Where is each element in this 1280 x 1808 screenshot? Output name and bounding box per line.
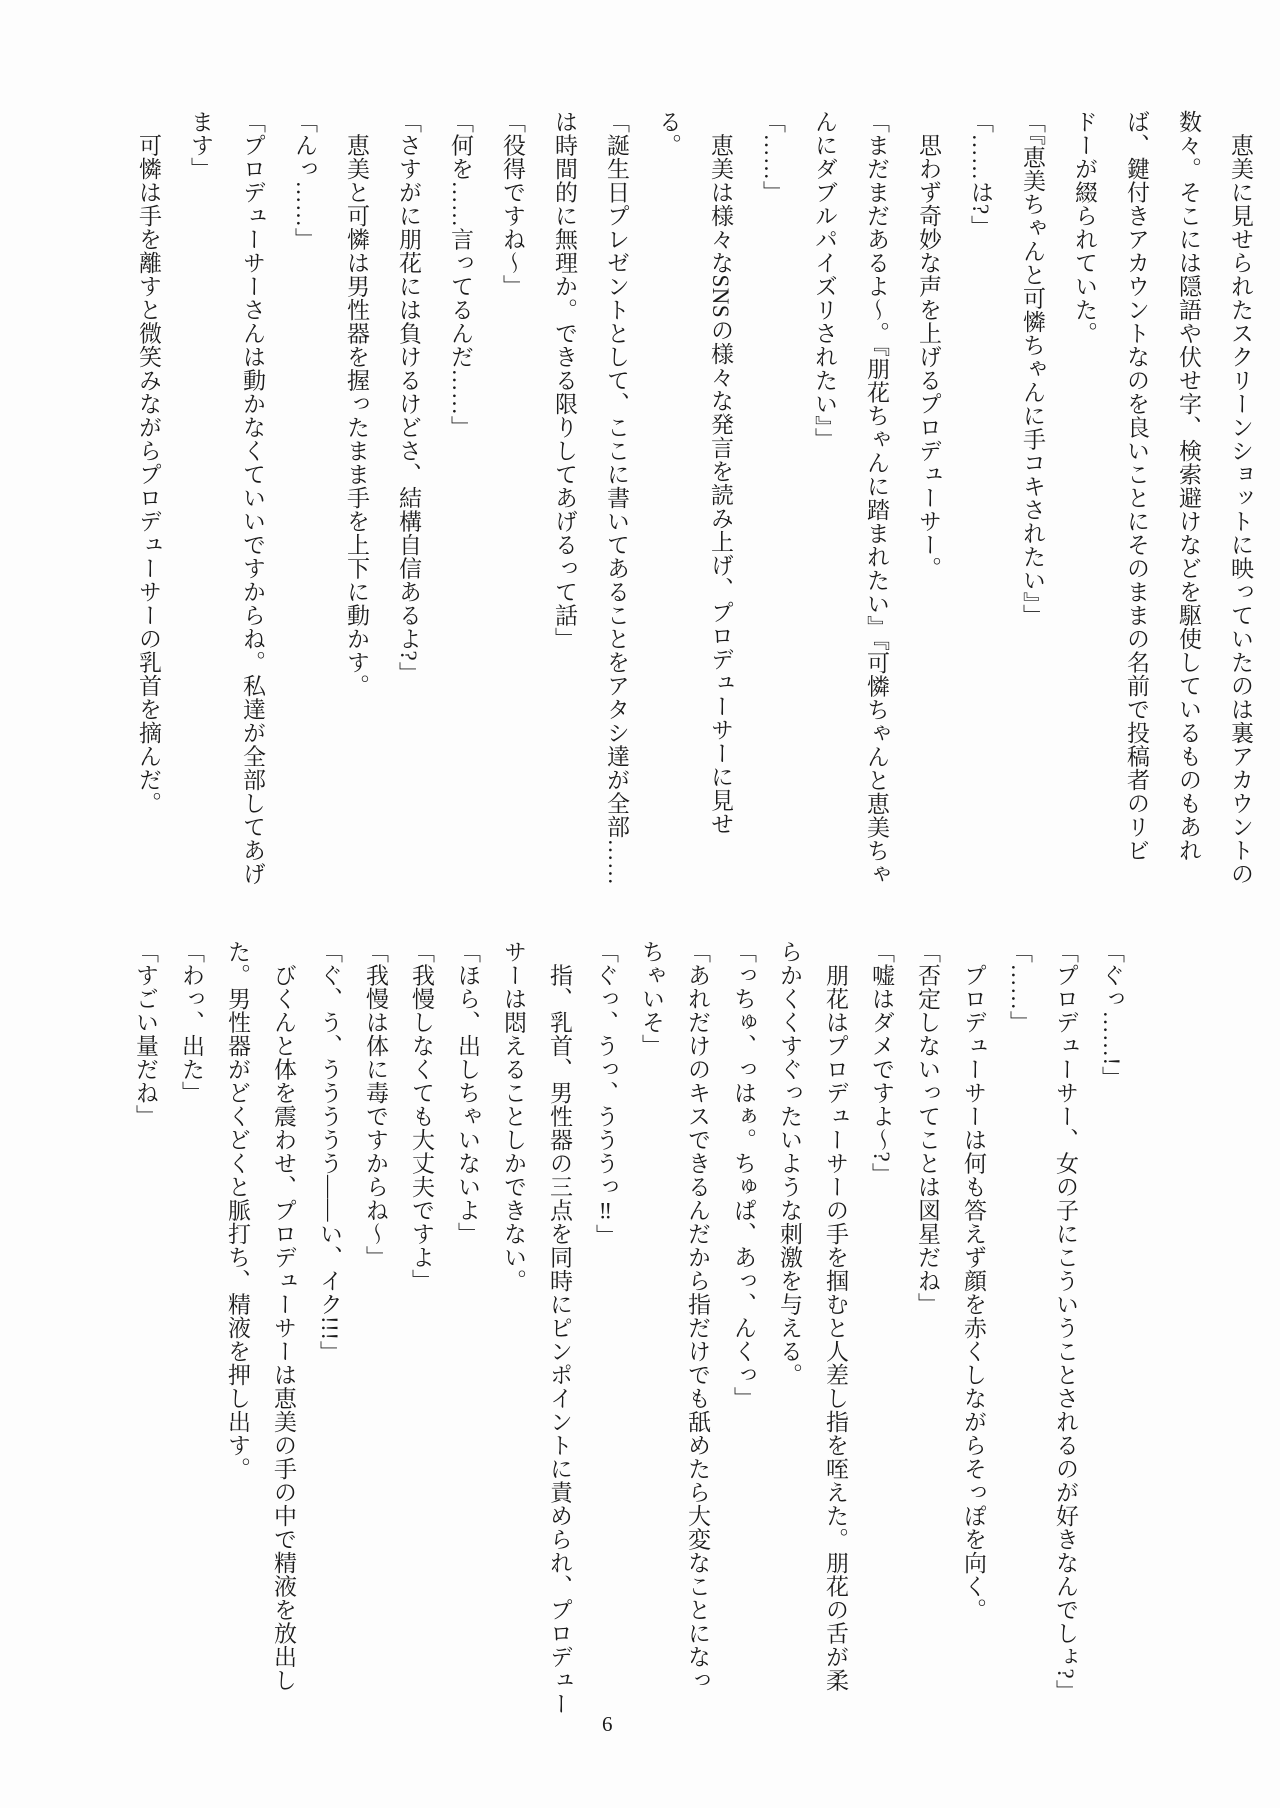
text-line: らかくくすぐったいような刺激を与える。 — [777, 940, 802, 1387]
text-line: 「わっ、出た」 — [179, 940, 204, 1105]
text-line: 「誕生日プレゼントとして、ここに書いてあることをアタシ達が全部…… — [604, 110, 629, 886]
text-line: 「我慢しなくても大丈夫ですよ」 — [409, 940, 434, 1293]
text-line: 「役得ですね〜」 — [500, 110, 525, 298]
text-line: 「まだまだあるよ〜。『朋花ちゃんに踏まれたい』『可憐ちゃんと恵美ちゃ — [864, 110, 889, 886]
text-line: 朋花はプロデューサーの手を掴むと人差し指を咥えた。朋花の舌が柔 — [823, 940, 848, 1692]
text-block-bottom — [122, 940, 1134, 1716]
text-line: 「んっ……」 — [292, 110, 317, 251]
text-line: 指、乳首、男性器の三点を同時にピンポイントに責められ、プロデュー — [547, 940, 572, 1716]
text-line: 「……」 — [1007, 940, 1032, 1034]
text-line: びくんと体を震わせ、プロデューサーは恵美の手の中で精液を放出し — [271, 940, 296, 1692]
text-line: 「ぐっ……!」 — [1099, 940, 1124, 1090]
text-line: 恵美は様々なSNSの様々な発言を読み上げ、プロデューサーに見せ — [708, 110, 733, 836]
text-line: る。 — [656, 110, 681, 157]
text-line: 「ぐっ、うっ、うううっ‼」 — [593, 940, 618, 1248]
text-line: 数々。そこには隠語や伏せ字、検索避けなどを駆使しているものもあれ — [1176, 110, 1201, 862]
text-line: 「ぐ、う、ううううう――い、イク!!!」 — [317, 940, 342, 1364]
text-line: 「プロデューサーさんは動かなくていいですからね。私達が全部してあげ — [240, 110, 265, 886]
text-line: 「……」 — [760, 110, 785, 204]
text-line: 「あれだけのキスできるんだから指だけでも舐めたら大変なことになっ — [685, 940, 710, 1692]
text-line: プロデューサーは何も答えず顔を赤くしながらそっぽを向く。 — [961, 940, 986, 1622]
text-line: ば、鍵付きアカウントなのを良いことにそのままの名前で投稿者のリビ — [1124, 110, 1149, 862]
text-line: 「……は?」 — [968, 110, 993, 239]
text-line: ちゃいそ」 — [639, 940, 664, 1058]
text-block-top — [122, 110, 1266, 886]
text-line: 思わず奇妙な声を上げるプロデューサー。 — [916, 110, 941, 580]
text-line: は時間的に無理か。できる限りしてあげるって話」 — [552, 110, 577, 651]
text-line: んにダブルパイズリされたい』」 — [812, 110, 837, 451]
text-line: 「っちゅ、っはぁ。ちゅぱ、あっ、んくっ」 — [731, 940, 756, 1410]
text-line: 「否定しないってことは図星だね」 — [915, 940, 940, 1316]
text-line: ます」 — [188, 110, 213, 181]
text-line: 可憐は手を離すと微笑みながらプロデューサーの乳首を摘んだ。 — [136, 110, 161, 815]
text-line: 「すごい量だね」 — [133, 940, 158, 1128]
text-line: 「我慢は体に毒ですからね〜」 — [363, 940, 388, 1269]
text-line: 恵美と可憐は男性器を握ったまま手を上下に動かす。 — [344, 110, 369, 698]
text-line: 「さすがに朋花には負けるけどさ、結構自信あるよ?」 — [396, 110, 421, 685]
text-line: 「嘘はダメですよ〜?」 — [869, 940, 894, 1186]
text-line: 「プロデューサー、女の子にこういうことされるのが好きなんでしょ?」 — [1053, 940, 1078, 1703]
text-line: た。男性器がどくどくと脈打ち、精液を押し出す。 — [225, 940, 250, 1481]
text-line: 恵美に見せられたスクリーンショットに映っていたのは裏アカウントの — [1228, 110, 1253, 886]
text-line: 「ほら、出しちゃいないよ」 — [455, 940, 480, 1246]
text-line: ドーが綴られていた。 — [1072, 110, 1097, 345]
page-number: 6 — [602, 1712, 613, 1736]
text-line: 「何を……言ってるんだ……」 — [448, 110, 473, 439]
text-line: 「『恵美ちゃんと可憐ちゃんに手コキされたい』」 — [1020, 110, 1045, 628]
text-line: サーは悶えることしかできない。 — [501, 940, 526, 1293]
